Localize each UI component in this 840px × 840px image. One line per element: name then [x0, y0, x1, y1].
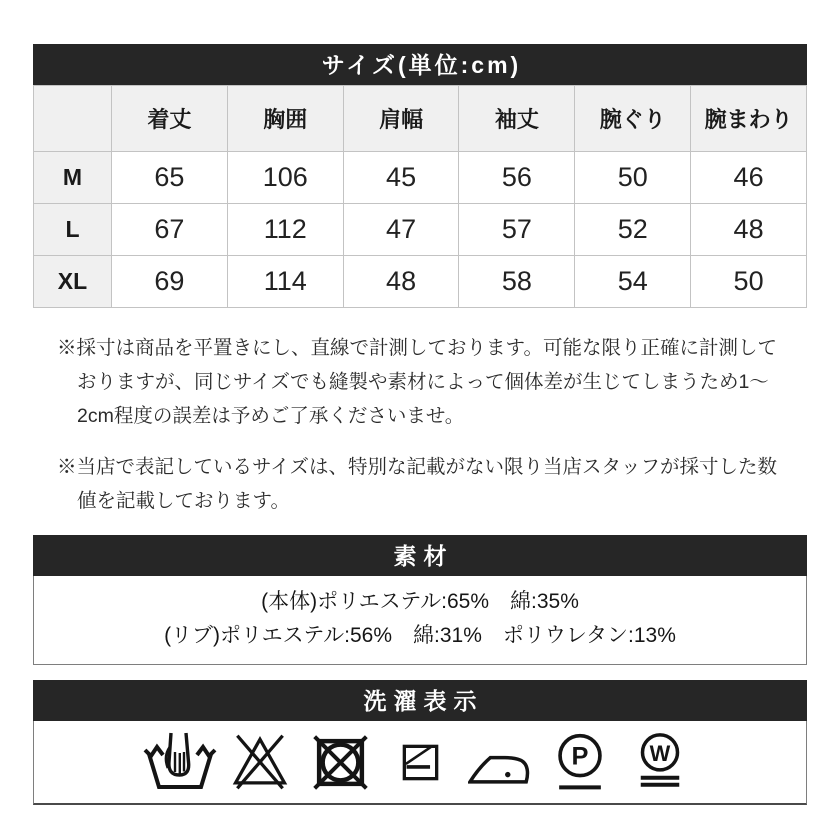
measurement-cell: 114: [227, 256, 343, 308]
table-row-l: [34, 204, 807, 256]
column-header: 胸囲: [227, 86, 343, 152]
care-section: [33, 680, 807, 805]
dry-clean-p-icon: [540, 731, 620, 793]
note-staff-measured: ※当店で表記しているサイズは、特別な記載がない限り当店スタッフが採寸した数値を記載しております。: [57, 456, 777, 512]
measurement-cell: 106: [227, 152, 343, 204]
dry-clean-letter: P: [571, 742, 589, 771]
measurement-cell: 65: [112, 152, 228, 204]
size-label: M: [34, 152, 112, 204]
care-title: 洗濯表示: [33, 680, 807, 721]
column-header: 袖丈: [459, 86, 575, 152]
material-line-rib: (リブ)ポリエステル:56% 綿:31% ポリウレタン:13%: [164, 624, 676, 647]
do-not-bleach-icon: [220, 733, 300, 791]
measurement-cell: 56: [459, 152, 575, 204]
table-row-xl: [34, 256, 807, 308]
measurement-cell: 112: [227, 204, 343, 256]
wet-clean-w-icon: [620, 730, 700, 794]
measurement-cell: 54: [575, 256, 691, 308]
material-section: [33, 535, 807, 665]
measurement-cell: 45: [343, 152, 459, 204]
measurement-cell: 67: [112, 204, 228, 256]
size-table-header-row: [34, 86, 807, 152]
size-label: XL: [34, 256, 112, 308]
column-header: 着丈: [112, 86, 228, 152]
column-header: 腕まわり: [691, 86, 807, 152]
corner-cell: [34, 86, 112, 152]
hand-wash-icon: [140, 731, 220, 793]
measurement-cell: 50: [575, 152, 691, 204]
measurement-cell: 48: [691, 204, 807, 256]
measurement-cell: 57: [459, 204, 575, 256]
measurement-cell: 58: [459, 256, 575, 308]
size-table: [33, 85, 807, 308]
size-table-title: サイズ(単位:cm): [33, 44, 807, 85]
column-header: 腕ぐり: [575, 86, 691, 152]
size-table-section: [33, 44, 807, 308]
material-title: 素材: [33, 535, 807, 576]
note-measurement-accuracy: ※採寸は商品を平置きにし、直線で計測しております。可能な限り正確に計測しておりますが、同じサイズでも縫製や素材によって個体差が生じてしまうため1〜2cm程度の誤差は予めご了承くださいませ。: [57, 337, 777, 427]
measurement-notes: [57, 331, 779, 518]
iron-icon: [460, 740, 540, 785]
flat-dry-in-shade-icon: [380, 739, 460, 786]
measurement-cell: 52: [575, 204, 691, 256]
measurement-cell: 46: [691, 152, 807, 204]
care-symbols-row: [33, 721, 807, 805]
material-content: [33, 576, 807, 665]
wet-clean-letter: W: [649, 740, 671, 766]
measurement-cell: 69: [112, 256, 228, 308]
column-header: 肩幅: [343, 86, 459, 152]
table-row-m: [34, 152, 807, 204]
size-label: L: [34, 204, 112, 256]
measurement-cell: 47: [343, 204, 459, 256]
do-not-tumble-dry-icon: [300, 734, 380, 791]
measurement-cell: 48: [343, 256, 459, 308]
material-line-body: (本体)ポリエステル:65% 綿:35%: [261, 590, 579, 613]
measurement-cell: 50: [691, 256, 807, 308]
